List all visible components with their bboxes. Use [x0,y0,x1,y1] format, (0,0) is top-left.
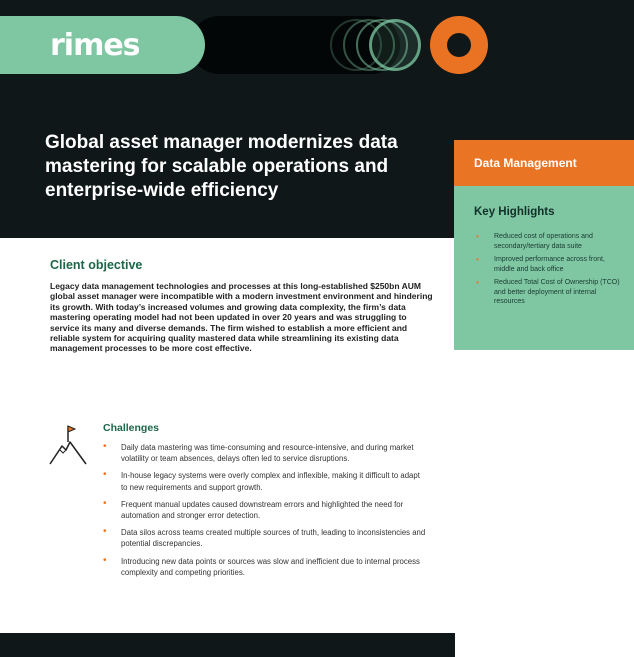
client-objective-text: Legacy data management technologies and processes at this long-established $250bn AUM global asset manager were incompatible with a modern investment environment and hindering its growth. With today’s increased volumes and growing data complexity, the firm’s data mastering operating model had not been updated in over 20 years and was struggling to service its many and diverse demands. The firm wished to establish a more efficient and reliable system for acquiring quality mastered data while streamlining its existing data management processes to be more cost effective. [50,281,433,354]
company-logo: rimes [50,28,140,63]
challenge-item: • Data silos across teams created multiple sources of truth, leading to inconsistencies and potential discrepancies. [103,527,428,549]
highlight-item: • Reduced cost of operations and secondary/tertiary data suite [474,232,626,251]
challenge-item: • Introducing new data points or sources was slow and inefficient due to internal process complexity and competing priorities. [103,556,428,578]
challenge-item: • Daily data mastering was time-consuming and resource-intensive, and during market volatility or team absences, delays often led to service disruptions. [103,442,428,464]
challenge-item: • Frequent manual updates caused downstream errors and highlighted the need for automation and stronger error detection. [103,499,428,521]
challenges-heading: Challenges [103,422,160,434]
client-objective-heading: Client objective [50,258,143,272]
category-label: Data Management [474,156,577,170]
footer-bar [0,633,455,657]
page-title: Global asset manager modernizes data mastering for scalable operations and enterprise-wide efficiency [45,132,398,201]
decorative-ring [369,19,421,71]
challenge-item: • In-house legacy systems were overly complex and inflexible, making it difficult to adapt to new requirements and support growth. [103,470,428,492]
key-highlights-panel [454,186,634,350]
highlight-item: • Reduced Total Cost of Ownership (TCO) and better deployment of internal resources [474,278,626,307]
category-banner [454,140,634,186]
mountain-flag-icon [48,420,88,468]
orange-ring-center [447,33,471,57]
highlight-item: • Improved performance across front, middle and back office [474,255,626,274]
key-highlights-list [474,232,626,311]
key-highlights-title: Key Highlights [474,206,555,218]
challenges-list [103,442,428,584]
